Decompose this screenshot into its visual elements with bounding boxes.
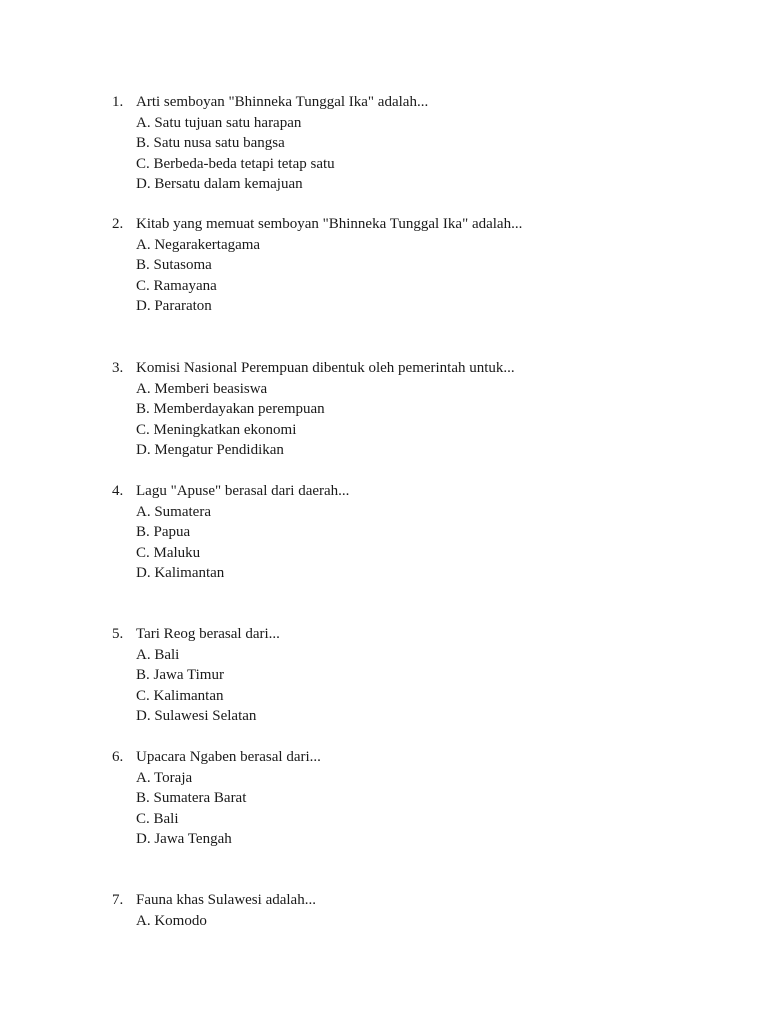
option-a: A. Satu tujuan satu harapan [136,114,302,131]
question-2 [112,214,712,317]
option-a: A. Negarakertagama [136,236,261,253]
option-d: D. Pararaton [136,298,212,315]
option-b: B. Papua [136,524,191,541]
question-number: 7. [112,892,124,908]
question-5-stem [112,624,712,645]
question-text: Tari Reog berasal dari... [136,626,280,642]
question-text: Upacara Ngaben berasal dari... [136,749,321,765]
option-a: A. Komodo [136,912,207,929]
question-text: Fauna khas Sulawesi adalah... [136,892,316,908]
question-6-stem [112,747,712,768]
option-d: D. Sulawesi Selatan [136,708,257,725]
option-c: C. Meningkatkan ekonomi [136,421,297,438]
question-4 [112,481,712,584]
question-4-stem [112,481,712,502]
option-c: C. Maluku [136,544,201,561]
option-b: B. Sutasoma [136,257,212,274]
question-number: 2. [112,216,124,232]
question-6 [112,747,712,850]
question-number: 3. [112,360,124,376]
option-b: B. Satu nusa satu bangsa [136,135,285,152]
question-text: Kitab yang memuat semboyan "Bhinneka Tunggal Ika" adalah... [136,216,523,232]
question-7 [112,890,712,931]
option-b: B. Sumatera Barat [136,790,247,807]
question-1-stem [112,92,712,113]
option-c: C. Kalimantan [136,687,224,704]
option-b: B. Jawa Timur [136,667,224,684]
question-text: Lagu "Apuse" berasal dari daerah... [136,483,350,499]
option-a: A. Memberi beasiswa [136,380,268,397]
question-3-stem [112,358,712,379]
option-c: C. Berbeda-beda tetapi tetap satu [136,155,335,172]
option-c: C. Ramayana [136,277,217,294]
question-number: 4. [112,483,124,499]
question-number: 5. [112,626,124,642]
option-a: A. Bali [136,646,180,663]
question-7-stem [112,890,712,911]
question-3 [112,358,712,461]
question-number: 6. [112,749,124,765]
option-c: C. Bali [136,810,179,827]
option-d: D. Mengatur Pendidikan [136,442,284,459]
question-number: 1. [112,94,124,110]
option-b: B. Memberdayakan perempuan [136,401,325,418]
question-2-stem [112,214,712,235]
option-a: A. Toraja [136,769,193,786]
question-text: Arti semboyan "Bhinneka Tunggal Ika" adalah... [136,94,429,110]
question-text: Komisi Nasional Perempuan dibentuk oleh pemerintah untuk... [136,360,515,376]
option-d: D. Jawa Tengah [136,831,232,848]
option-d: D. Bersatu dalam kemajuan [136,176,303,193]
option-a: A. Sumatera [136,503,211,520]
question-5 [112,624,712,727]
option-d: D. Kalimantan [136,565,225,582]
question-1 [112,92,712,195]
